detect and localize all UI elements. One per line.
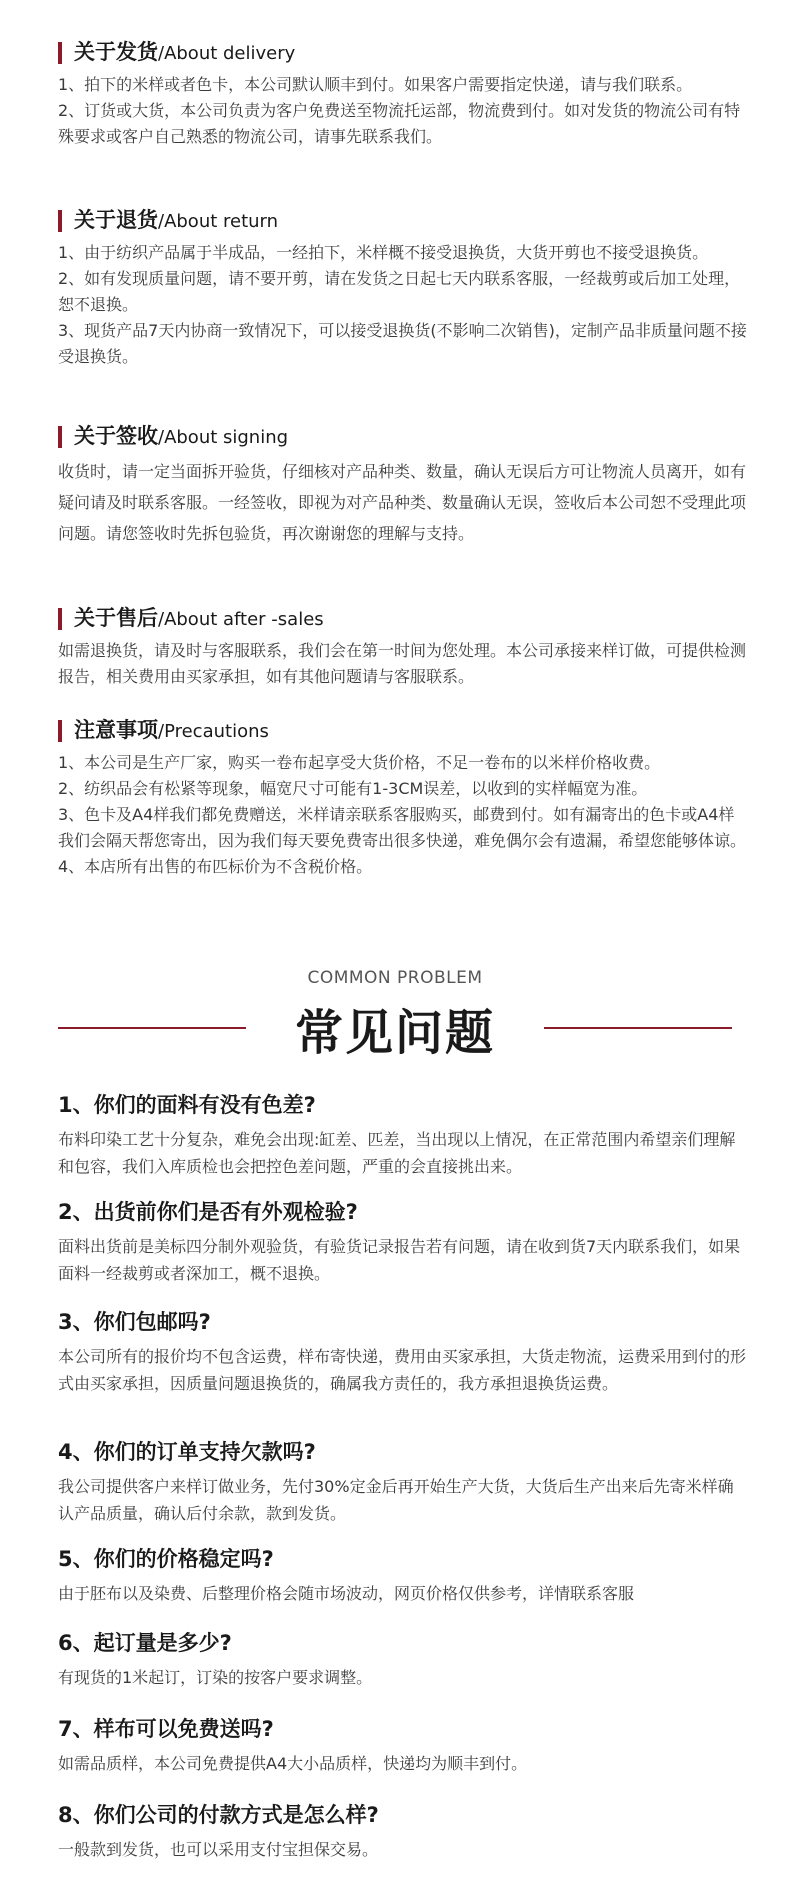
faq-question: 3、你们包邮吗? (58, 1310, 211, 1334)
section-paragraph: 3、色卡及A4样我们都免费赠送，米样请亲联系客服购买，邮费到付。如有漏寄出的色卡或A4样我们会隔天帮您寄出，因为我们每天要免费寄出很多快递，难免偶尔会有遗漏，希望您能够体谅。 (58, 805, 747, 850)
faq-answer: 面料出货前是美标四分制外观验货，有验货记录报告若有问题，请在收到货7天内联系我们，如果面料一经裁剪或者深加工，概不退换。 (58, 1237, 741, 1283)
faq-item (58, 1437, 748, 1544)
section-title-en: /About delivery (158, 43, 296, 64)
section-paragraph: 1、由于纺织产品属于半成品，一经拍下，米样概不接受退换货，大货开剪也不接受退换货。 (58, 243, 709, 262)
accent-bar (58, 720, 62, 742)
faq-answer: 我公司提供客户来样订做业务，先付30%定金后再开始生产大货，大货后生产出来后先寄米样确认产品质量，确认后付余款，款到发货。 (58, 1477, 734, 1523)
section-heading (58, 206, 748, 234)
section-title: 关于签收 (74, 424, 158, 448)
faq-answer: 布料印染工艺十分复杂，难免会出现:缸差、匹差，当出现以上情况，在正常范围内希望亲们理解和包容，我们入库质检也会把控色差问题，严重的会直接挑出来。 (58, 1130, 736, 1176)
divider-line-right (544, 1027, 732, 1029)
section-paragraph: 1、本公司是生产厂家，购买一卷布起享受大货价格，不足一卷布的以米样价格收费。 (58, 753, 661, 772)
section-return (58, 206, 748, 422)
section-title-en: /About after -sales (158, 609, 324, 630)
section-paragraph: 收货时，请一定当面拆开验货，仔细核对产品种类、数量，确认无误后方可让物流人员离开，如有疑问请及时联系客服。一经签收，即视为对产品种类、数量确认无误，签收后本公司恕不受理此项问题。请您签收时先拆包验货，再次谢谢您的理解与支持。 (58, 462, 747, 543)
faq-item (58, 1197, 748, 1307)
faq-list (58, 1090, 748, 1880)
faq-question: 2、出货前你们是否有外观检验? (58, 1200, 358, 1224)
faq-question: 4、你们的订单支持欠款吗? (58, 1440, 316, 1464)
section-paragraph: 4、本店所有出售的布匹标价为不含税价格。 (58, 857, 373, 876)
faq-answer: 如需品质样，本公司免费提供A4大小品质样，快递均为顺丰到付。 (58, 1754, 528, 1773)
section-precautions (58, 716, 748, 916)
section-title-en: /About signing (158, 427, 289, 448)
faq-item (58, 1090, 748, 1197)
faq-question: 5、你们的价格稳定吗? (58, 1547, 274, 1571)
section-paragraph: 1、拍下的米样或者色卡，本公司默认顺丰到付。如果客户需要指定快递，请与我们联系。 (58, 75, 693, 94)
section-paragraph: 2、纺织品会有松紧等现象，幅宽尺寸可能有1-3CM误差，以收到的实样幅宽为准。 (58, 779, 648, 798)
faq-item (58, 1628, 748, 1714)
section-paragraph: 2、如有发现质量问题，请不要开剪，请在发货之日起七天内联系客服，一经裁剪或后加工处理，恕不退换。 (58, 269, 741, 314)
section-title-en: /About return (158, 211, 279, 232)
faq-question: 1、你们的面料有没有色差? (58, 1093, 316, 1117)
section-delivery (58, 38, 748, 206)
section-title: 关于发货 (74, 40, 158, 64)
faq-answer: 本公司所有的报价均不包含运费，样布寄快递，费用由买家承担，大货走物流，运费采用到付的形式由买家承担，因质量问题退换货的，确属我方责任的，我方承担退换货运费。 (58, 1347, 747, 1393)
section-title: 注意事项 (74, 718, 158, 742)
section-paragraph: 3、现货产品7天内协商一致情况下，可以接受退换货(不影响二次销售)，定制产品非质量问题不接受退换货。 (58, 321, 747, 366)
common-problem-title: 常见问题 (294, 1005, 495, 1061)
faq-question: 6、起订量是多少? (58, 1631, 232, 1655)
section-title: 关于退货 (74, 208, 158, 232)
accent-bar (58, 210, 62, 232)
section-title: 关于售后 (74, 606, 158, 630)
accent-bar (58, 42, 62, 64)
section-title-en: /Precautions (158, 721, 269, 742)
faq-answer: 有现货的1米起订，订染的按客户要求调整。 (58, 1668, 373, 1687)
section-heading (58, 604, 748, 632)
section-heading (58, 716, 748, 744)
faq-item (58, 1800, 748, 1880)
faq-item (58, 1544, 748, 1628)
section-paragraph: 2、订货或大货，本公司负责为客户免费送至物流托运部，物流费到付。如对发货的物流公司有特殊要求或客户自己熟悉的物流公司，请事先联系我们。 (58, 101, 741, 146)
faq-item (58, 1714, 748, 1800)
section-heading (58, 422, 748, 450)
policy-sections (58, 38, 748, 916)
faq-answer: 一般款到发货，也可以采用支付宝担保交易。 (58, 1840, 379, 1859)
common-problem-subtitle: COMMON PROBLEM (307, 968, 483, 988)
faq-question: 8、你们公司的付款方式是怎么样? (58, 1803, 379, 1827)
accent-bar (58, 608, 62, 630)
section-signing (58, 422, 748, 604)
common-problem-header (0, 960, 790, 1070)
section-heading (58, 38, 748, 66)
faq-item (58, 1307, 748, 1437)
section-after-sales (58, 604, 748, 716)
faq-answer: 由于胚布以及染费、后整理价格会随市场波动，网页价格仅供参考，详情联系客服 (58, 1584, 635, 1603)
accent-bar (58, 426, 62, 448)
section-paragraph: 如需退换货，请及时与客服联系，我们会在第一时间为您处理。本公司承接来样订做，可提供检测报告，相关费用由买家承担，如有其他问题请与客服联系。 (58, 641, 747, 686)
faq-question: 7、样布可以免费送吗? (58, 1717, 274, 1741)
